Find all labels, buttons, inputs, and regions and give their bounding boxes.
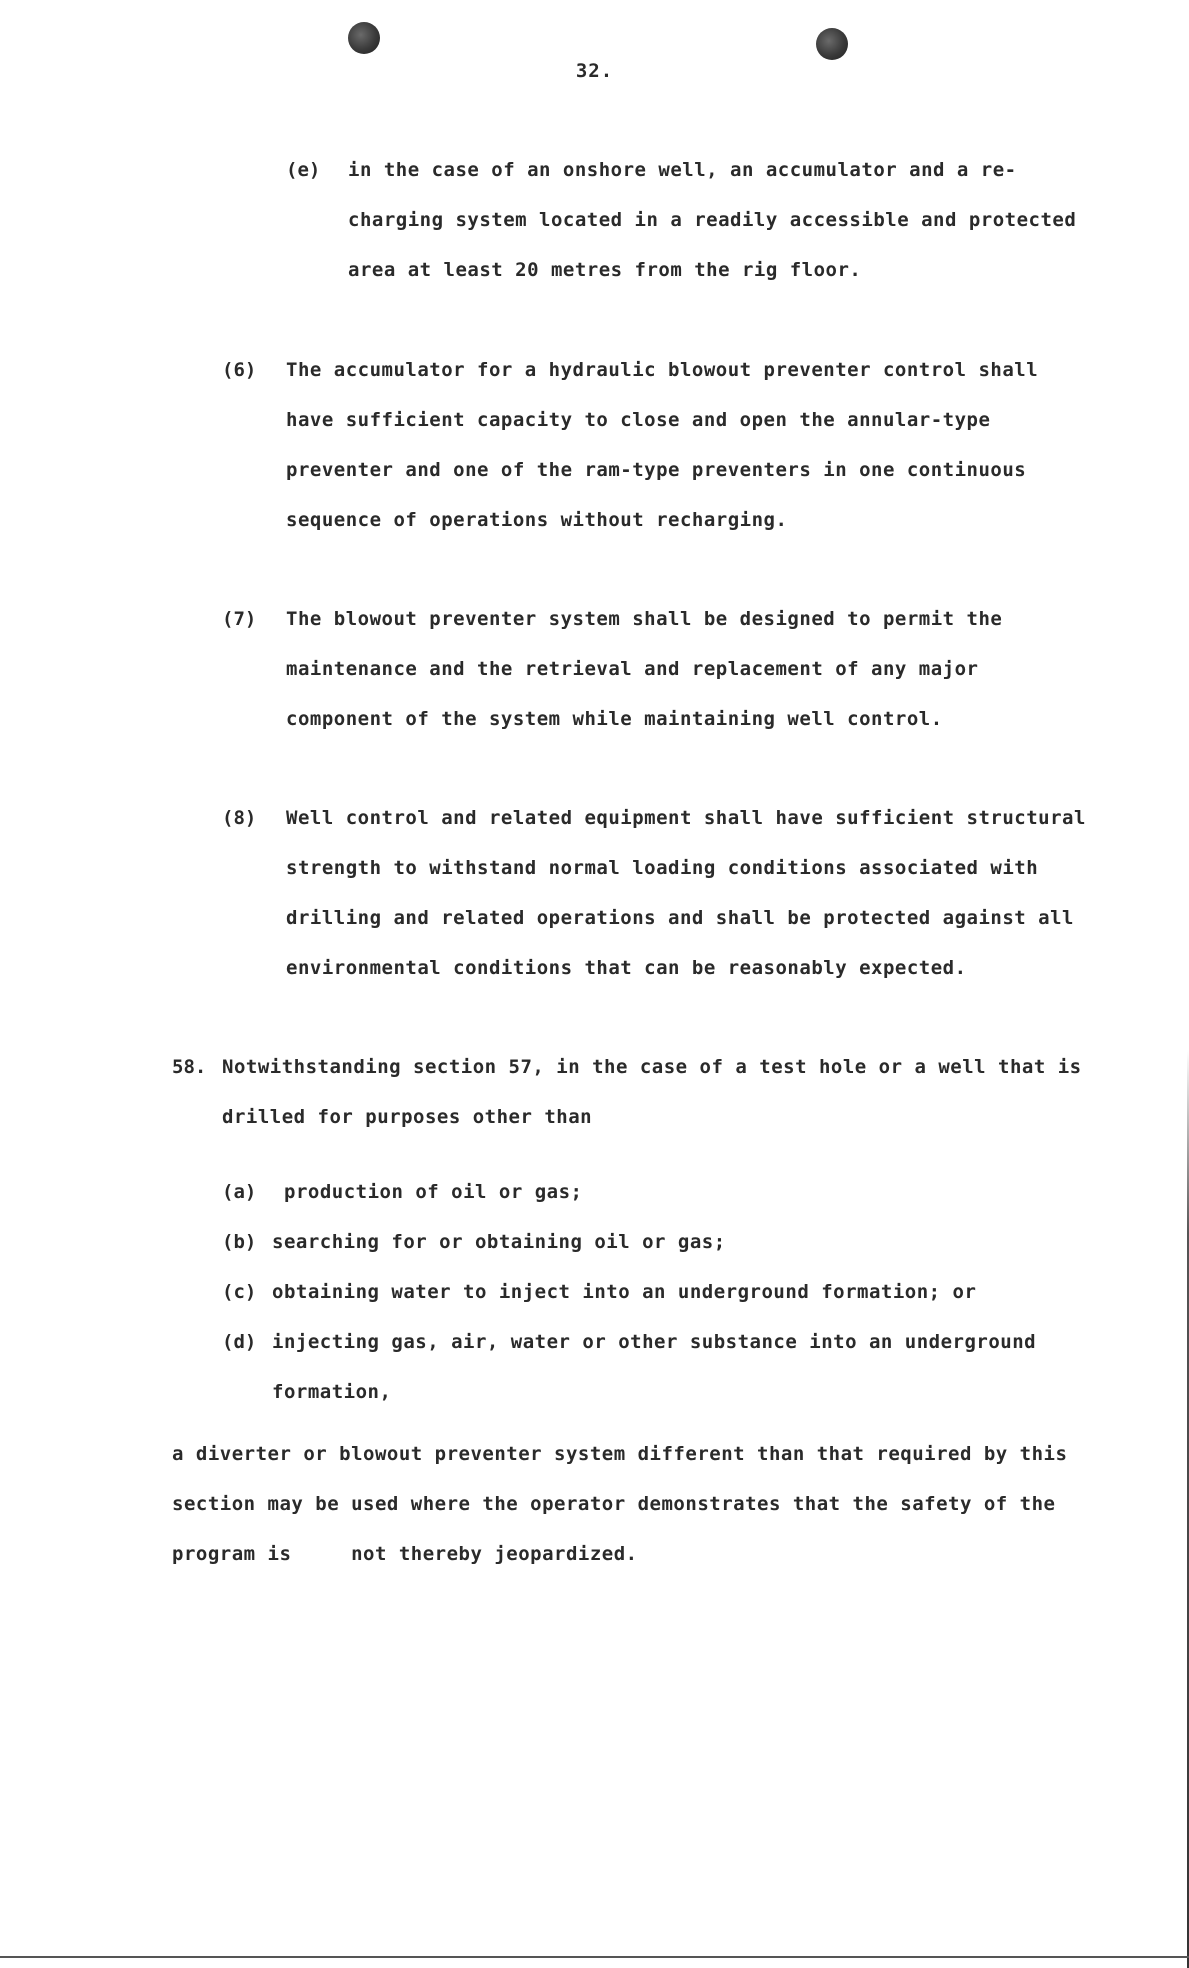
para-8-line-3: drilling and related operations and shall be protected against all <box>286 907 1074 929</box>
para-e-line-2: charging system located in a readily accessible and protected <box>348 209 1077 231</box>
para-8-line-2: strength to withstand normal loading conditions associated with <box>286 857 1039 879</box>
item-a-marker: (a) <box>222 1181 257 1203</box>
item-d-continuation: formation, <box>272 1381 392 1403</box>
para-7-marker: (7) <box>222 608 257 630</box>
para-8-line-4: environmental conditions that can be reasonably expected. <box>286 957 967 979</box>
para-8-marker: (8) <box>222 807 257 829</box>
item-d-text: injecting gas, air, water or other substance into an underground <box>272 1331 1037 1353</box>
item-c-text: obtaining water to inject into an underground formation; or <box>272 1281 977 1303</box>
para-8-line-1: Well control and related equipment shall have sufficient structural <box>286 807 1086 829</box>
para-7-line-1: The blowout preventer system shall be designed to permit the <box>286 608 1003 630</box>
para-7-line-2: maintenance and the retrieval and replacement of any major <box>286 658 979 680</box>
para-e-line-3: area at least 20 metres from the rig floor. <box>348 259 862 281</box>
para-e-line-1: in the case of an onshore well, an accumulator and a re- <box>348 159 1017 181</box>
para-6-line-2: have sufficient capacity to close and open the annular-type <box>286 409 991 431</box>
punch-hole-left <box>348 22 380 54</box>
item-b-marker: (b) <box>222 1231 257 1253</box>
punch-hole-right <box>816 28 848 60</box>
item-b-text: searching for or obtaining oil or gas; <box>272 1231 726 1253</box>
section-58-line-2: drilled for purposes other than <box>222 1106 593 1128</box>
para-6-marker: (6) <box>222 359 257 381</box>
para-e-marker: (e) <box>286 159 321 181</box>
para-6-line-1: The accumulator for a hydraulic blowout preventer control shall <box>286 359 1039 381</box>
section-58-line-1: Notwithstanding section 57, in the case of a test hole or a well that is <box>222 1056 1082 1078</box>
closing-line-3: program is not thereby jeopardized. <box>172 1543 638 1565</box>
item-a-text: production of oil or gas; <box>284 1181 583 1203</box>
para-6-line-4: sequence of operations without recharging. <box>286 509 788 531</box>
item-d-marker: (d) <box>222 1331 257 1353</box>
page-edge-bottom <box>0 1956 1189 1958</box>
para-6-line-3: preventer and one of the ram-type preventers in one continuous <box>286 459 1027 481</box>
closing-line-2: section may be used where the operator demonstrates that the safety of the <box>172 1493 1056 1515</box>
item-c-marker: (c) <box>222 1281 257 1303</box>
closing-line-1: a diverter or blowout preventer system different than that required by this <box>172 1443 1068 1465</box>
page-number: 32. <box>575 60 614 82</box>
para-7-line-3: component of the system while maintaining well control. <box>286 708 943 730</box>
section-58-marker: 58. <box>172 1056 207 1078</box>
